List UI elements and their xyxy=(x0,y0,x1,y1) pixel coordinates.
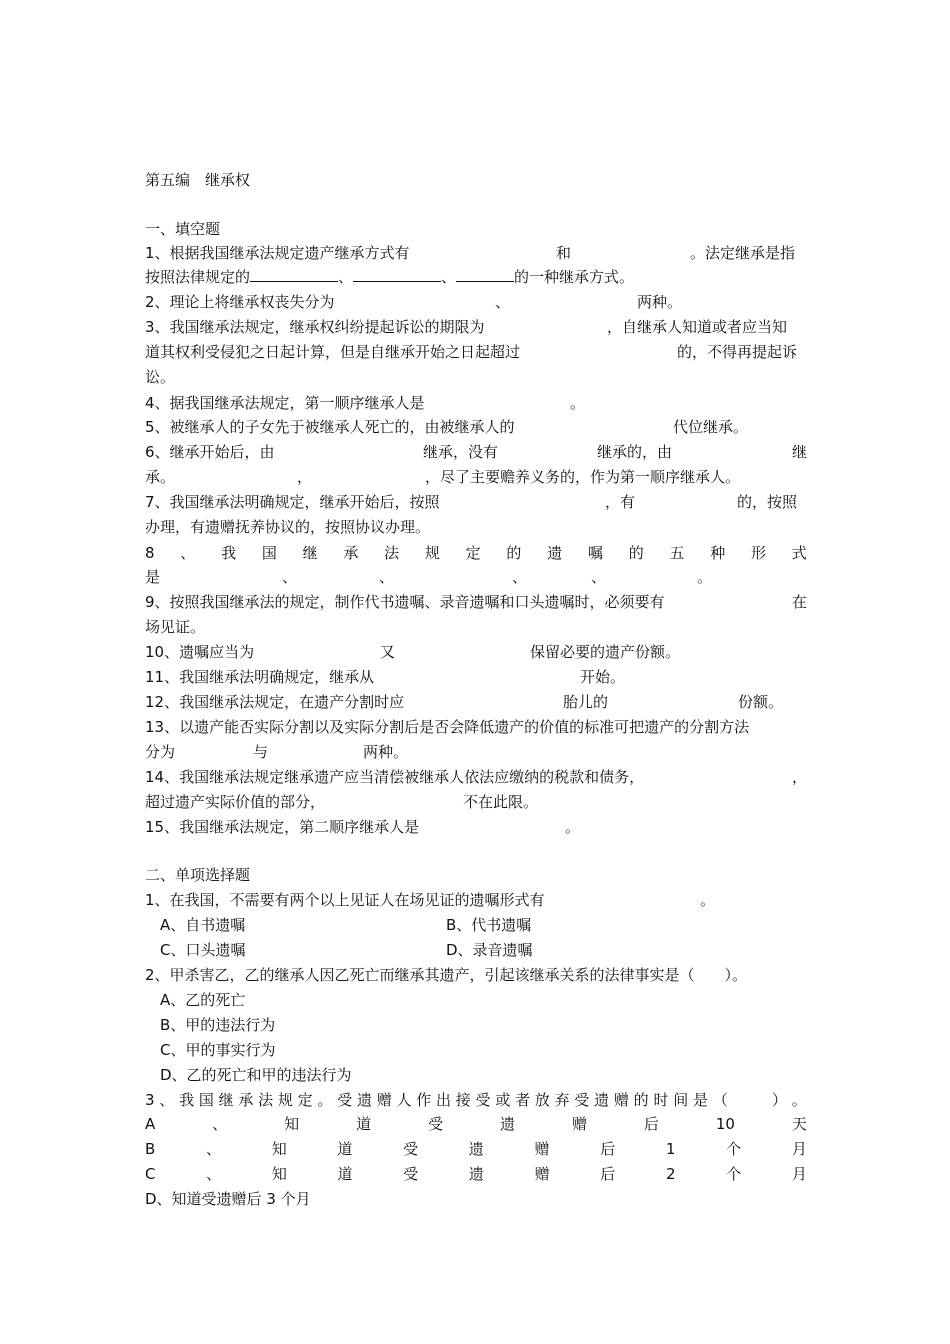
question-14-line-1: 14、我国继承法规定继承遗产应当清偿被继承人依法应缴纳的税款和债务， ， xyxy=(145,768,808,786)
question-1-line-1: 1、根据我国继承法规定遗产继承方式有 和 。法定继承是指 xyxy=(145,244,796,262)
question-12: 12、我国继承法规定，在遗产分割时应 胎儿的 份额。 xyxy=(145,693,784,711)
option-B[interactable]: B 、 知 道 受 遗 赠 后 1 个 月 xyxy=(145,1140,807,1158)
question-7-line-2: 办理，有遗赠抚养协议的，按照协议办理。 xyxy=(145,518,431,536)
option-D[interactable]: D、知道受遗赠后 3 个月 xyxy=(145,1190,311,1208)
option-B[interactable]: B、代书遗嘱 xyxy=(446,916,532,934)
option-D[interactable]: D、乙的死亡和甲的违法行为 xyxy=(160,1066,352,1084)
question-6-line-2: 承。 ， ，尽了主要赡养义务的，作为第一顺序继承人。 xyxy=(145,468,741,486)
blank xyxy=(250,266,338,282)
option-C[interactable]: C 、 知 道 受 遗 赠 后 2 个 月 xyxy=(145,1165,807,1183)
question-9-line-2: 场见证。 xyxy=(145,618,206,636)
question-2: 2、理论上将继承权丧失分为 、 两种。 xyxy=(145,293,683,311)
section-heading-single-choice: 二、单项选择题 xyxy=(145,866,251,884)
question-15: 15、我国继承法规定，第二顺序继承人是 。 xyxy=(145,818,581,836)
option-C[interactable]: C、甲的事实行为 xyxy=(160,1041,276,1059)
question-8-line-1: 8 、 我 国 继 承 法 规 定 的 遗 嘱 的 五 种 形 式 xyxy=(145,544,807,562)
choice-q1-row-1 xyxy=(160,913,807,937)
question-3-line-2: 道其权利受侵犯之日起计算，但是自继承开始之日起超过 的，不得再提起诉 xyxy=(145,343,798,361)
option-A[interactable]: A 、 知 道 受 遗 赠 后 10 天 xyxy=(145,1115,807,1133)
choice-question-2: 2、甲杀害乙，乙的继承人因乙死亡而继承其遗产，引起该继承关系的法律事实是（ ）。 xyxy=(145,966,748,984)
question-7-line-1: 7、我国继承法明确规定，继承开始后，按照 ，有 的，按照 xyxy=(145,493,798,511)
question-8-line-2: 是 、 、 、 、 。 xyxy=(145,568,713,586)
question-9-line-1: 9、按照我国继承法的规定，制作代书遗嘱、录音遗嘱和口头遗嘱时，必须要有 在 xyxy=(145,593,808,611)
question-14-line-2: 超过遗产实际价值的部分， 不在此限。 xyxy=(145,793,539,811)
choice-question-1: 1、在我国，不需要有两个以上见证人在场见证的遗嘱形式有 。 xyxy=(145,891,716,909)
question-3-line-1: 3、我国继承法规定，继承权纠纷提起诉讼的期限为 ，自继承人知道或者应当知 xyxy=(145,318,788,336)
blank xyxy=(456,266,514,282)
question-4: 4、据我国继承法规定，第一顺序继承人是 。 xyxy=(145,394,586,412)
blank xyxy=(353,266,441,282)
question-1-line-2: 按照法律规定的 、 、 的一种继承方式。 xyxy=(145,268,635,286)
page-title: 第五编 继承权 xyxy=(145,171,251,189)
question-13-line-2: 分为 与 两种。 xyxy=(145,743,409,761)
question-3-line-3: 讼。 xyxy=(145,368,176,386)
option-B[interactable]: B、甲的违法行为 xyxy=(160,1016,276,1034)
choice-question-3: 3 、 我 国 继 承 法 规 定 。 受 遗 赠 人 作 出 接 受 或 者 放 弃 受 遗 赠 的 时 间 是 （ ） 。 xyxy=(145,1091,807,1109)
section-heading-fill-in: 一、填空题 xyxy=(145,220,221,238)
option-D[interactable]: D、录音遗嘱 xyxy=(446,941,533,959)
question-6-line-1: 6、继承开始后，由 继承，没有 继承的，由 继 xyxy=(145,443,808,461)
option-A[interactable]: A、自书遗嘱 xyxy=(160,916,246,934)
question-5: 5、被继承人的子女先于被继承人死亡的，由被继承人的 代位继承。 xyxy=(145,418,749,436)
option-C[interactable]: C、口头遗嘱 xyxy=(160,941,246,959)
question-10: 10、遗嘱应当为 又 保留必要的遗产份额。 xyxy=(145,643,681,661)
question-13-line-1: 13、以遗产能否实际分割以及实际分割后是否会降低遗产的价值的标准可把遗产的分割方法 xyxy=(145,718,750,736)
question-11: 11、我国继承法明确规定，继承从 开始。 xyxy=(145,668,626,686)
option-A[interactable]: A、乙的死亡 xyxy=(160,991,246,1009)
choice-q1-row-2 xyxy=(160,938,807,962)
